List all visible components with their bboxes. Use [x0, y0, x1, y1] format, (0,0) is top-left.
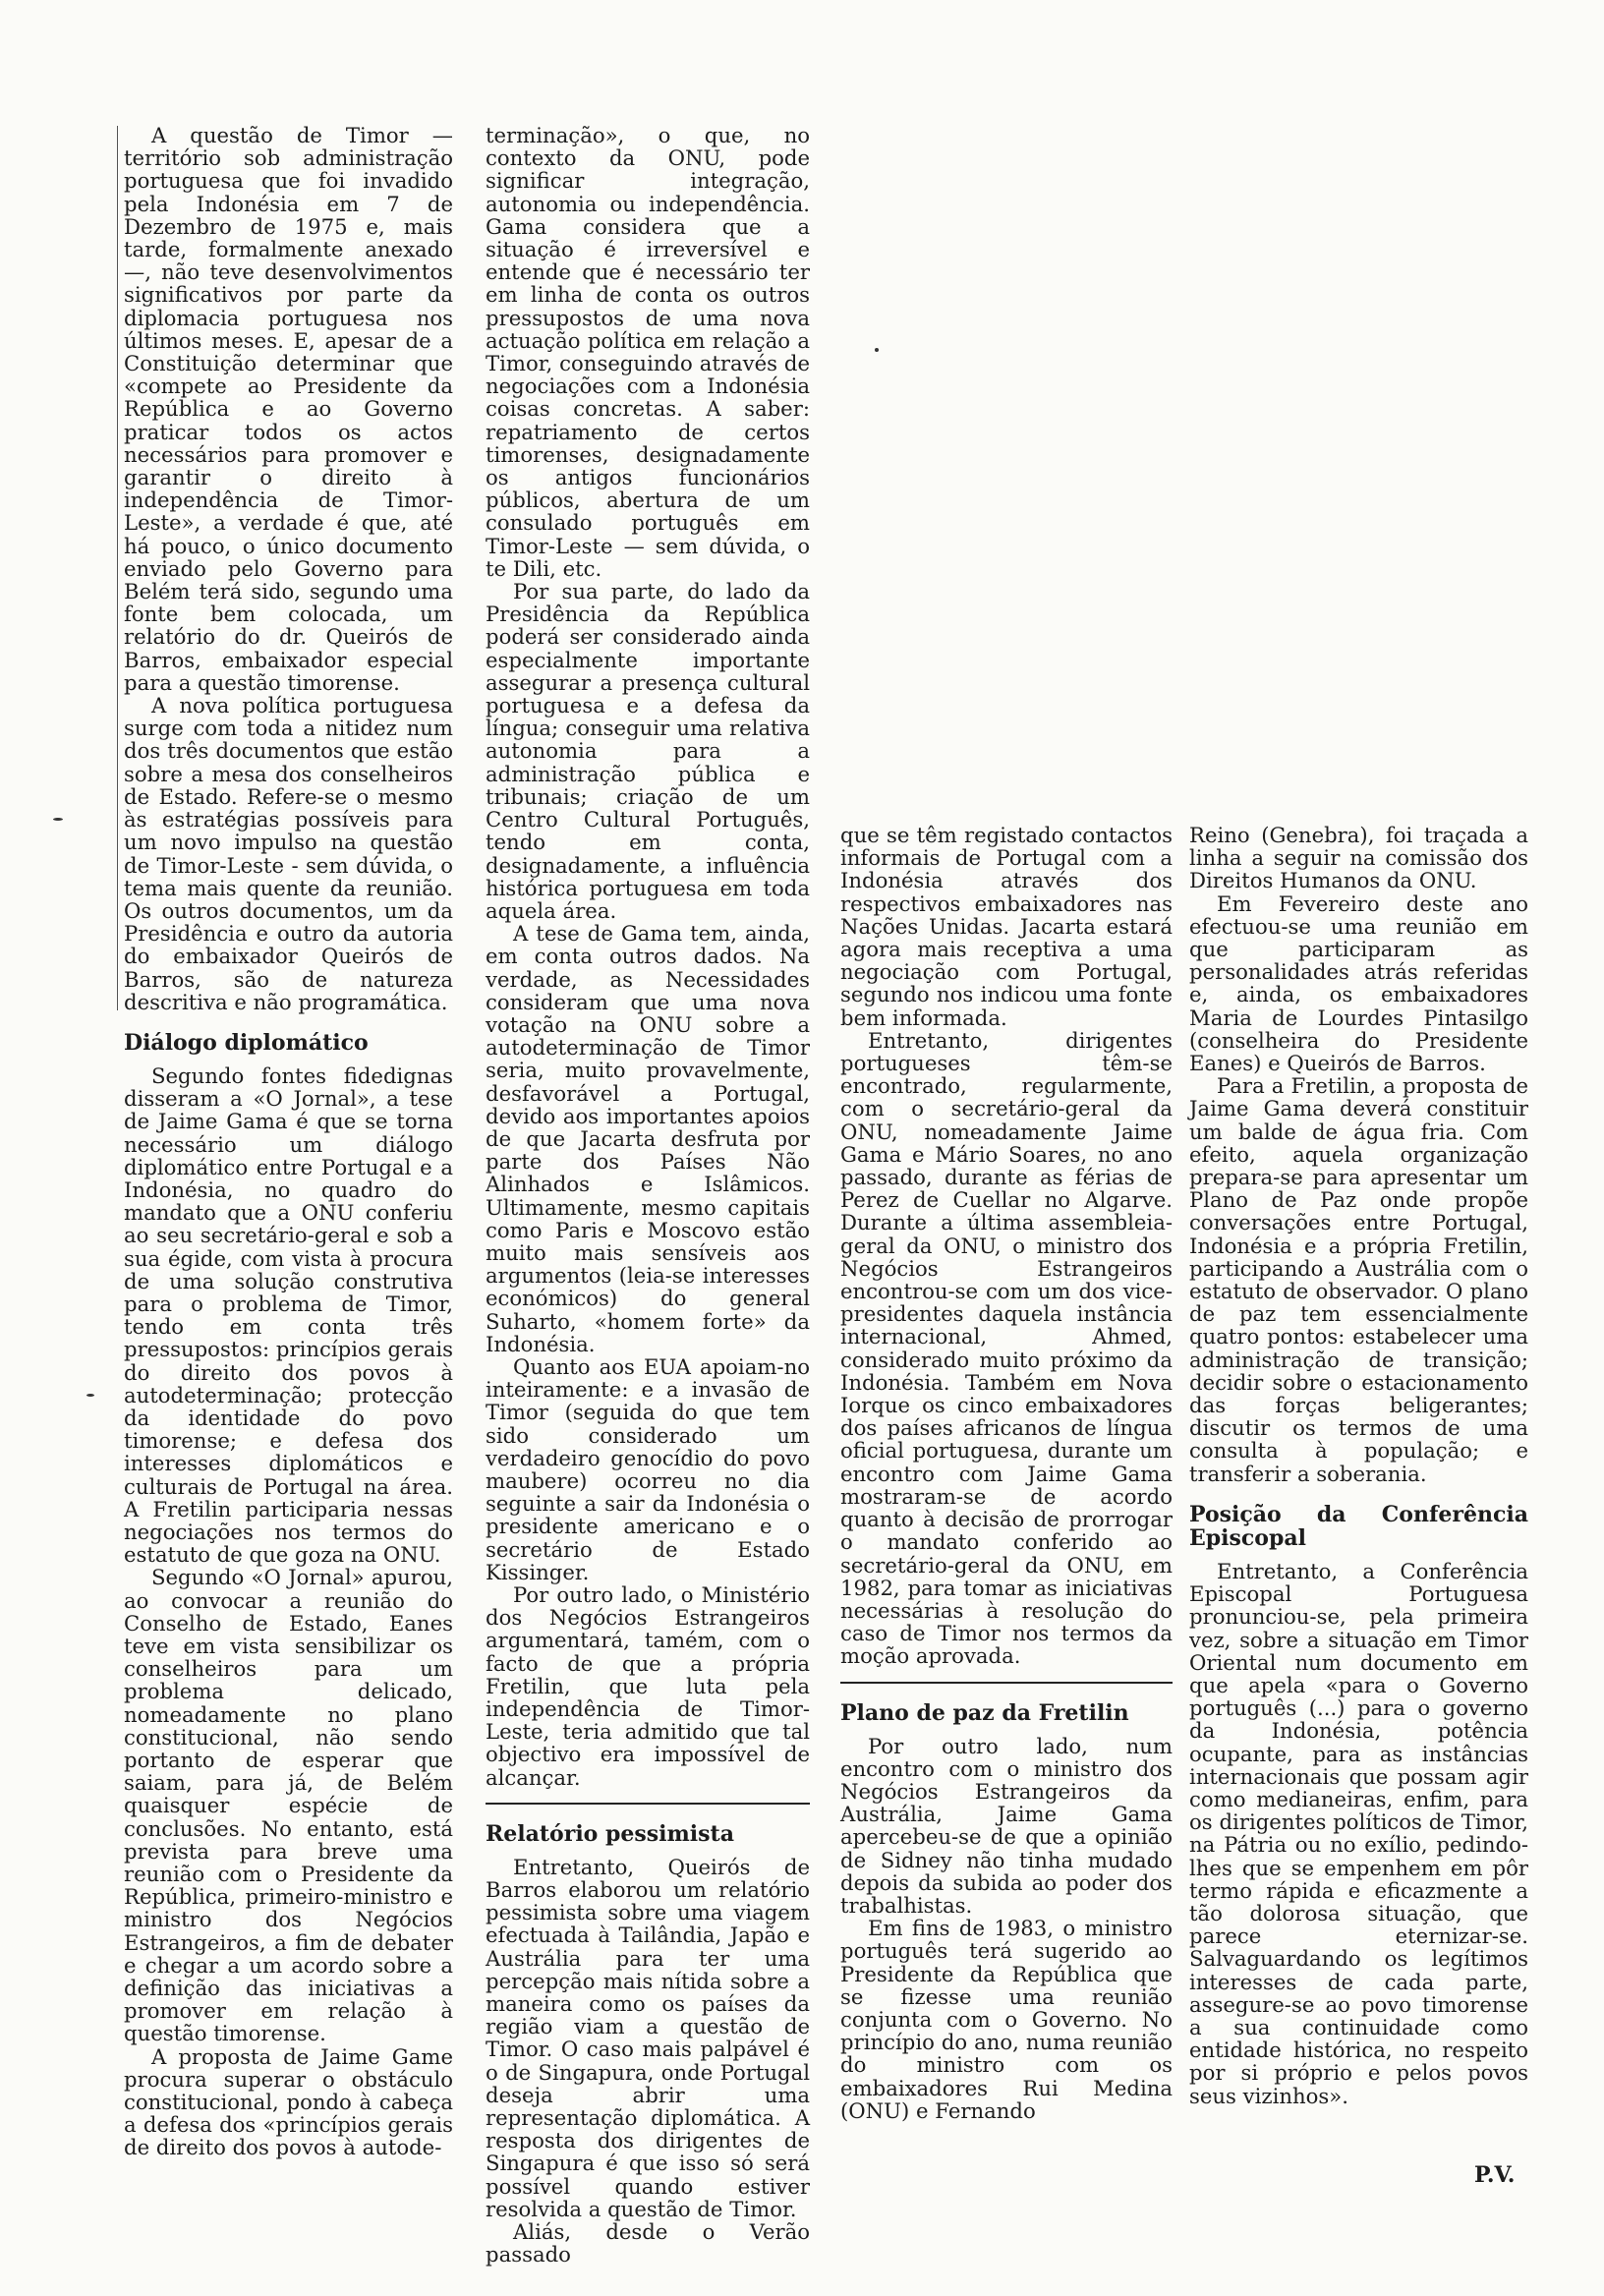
article-paragraph: Em fins de 1983, o ministro português terá sugerido ao Presidente da República que se fizesse uma reunião conjunta com o Governo. No princípio do ano, numa reunião do ministro com os embaixadores Rui Medina (ONU) e Fernando	[840, 1916, 1173, 2123]
article-column-3	[840, 824, 1173, 2122]
article-paragraph: A proposta de Jaime Game procura superar o obstáculo constitucional, pondo à cabeça a defesa dos «princípios gerais de direito dos povos à autode-	[124, 2043, 453, 2160]
article-paragraph: A questão de Timor — território sob administração portuguesa que foi invadido pela Indonésia em 7 de Dezembro de 1975 e, mais tarde, formalmente anexado —, não teve desenvolvimentos significativos por parte da diplomacia portuguesa nos últimos meses. E, apesar de a Constituição determinar que «compete ao Presidente da República e ao Governo praticar todos os actos necessários para promover e garantir o direito à independência de Timor-Leste», a verdade é que, até há pouco, o único documento enviado pelo Governo para Belém terá sido, segundo uma fonte bem colocada, um relatório do dr. Queirós de Barros, embaixador especial para a questão timorense.	[124, 123, 453, 695]
article-paragraph: A nova política portuguesa surge com toda a nitidez num dos três documentos que estão sobre a mesa dos conselheiros de Estado. Refere-se o mesmo às estratégias possíveis para um novo impulso na questão de Timor-Leste - sem dúvida, o tema mais quente da reunião. Os outros documentos, um da Presidência e outro da autoria do embaixador Queirós de Barros, são de natureza descritiva e não programática.	[124, 693, 453, 1014]
article-paragraph: Para a Fretilin, a proposta de Jaime Gama deverá constituir um balde de água fria. Com efeito, aquela organização prepara-se para apresentar um Plano de Paz onde propõe conversações entre Portugal, Indonésia e a própria Fretilin, participando a Austrália com o estatuto de observador. O plano de paz tem essencialmente quatro pontos: estabelecer uma administração de transição; decidir sobre o estacionamento das forças beligerantes; discutir os termos de uma consulta à população; e transferir a soberania.	[1189, 1073, 1528, 1486]
article-column-4	[1189, 824, 1528, 2107]
article-paragraph: Em Fevereiro deste ano efectuou-se uma reunião em que participaram as personalidades atrás referidas e, ainda, os embaixadores Maria de Lourdes Pintasilgo (conselheira do Presidente Eanes) e Queirós de Barros.	[1189, 890, 1528, 1076]
author-signature: P.V.	[1474, 2162, 1516, 2188]
article-paragraph: Entretanto, dirigentes portugueses têm-se encontrado, regularmente, com o secretário-geral da ONU, nomeadamente Jaime Gama e Mário Soares, no ano passado, durante as férias de Perez de Cuellar no Algarve. Durante a última assembleia-geral da ONU, o ministro dos Negócios Estrangeiros encontrou-se com um dos vice-presidentes daquela instância internacional, Ahmed, considerado muito próximo da Indonésia. Também em Nova Iorque os cinco embaixadores dos países africanos de língua oficial portuguesa, durante um encontro com Jaime Gama mostraram-se de acordo quanto à decisão de prorrogar o mandato conferido ao secretário-geral da ONU, em 1982, para tomar as iniciativas necessárias à resolução do caso de Timor nos termos da moção aprovada.	[840, 1027, 1173, 1669]
section-rule	[840, 1682, 1173, 1684]
article-paragraph: A tese de Gama tem, ainda, em conta outros dados. Na verdade, as Necessidades consideram que uma nova votação na ONU sobre a autodeterminação de Timor seria, muito provavelmente, desfavorável a Portugal, devido aos importantes apoios de que Jacarta desfruta por parte dos Países Não Alinhados e Islâmicos. Ultimamente, mesmo capitais como Paris e Moscovo estão muito mais sensíveis aos argumentos (leia-se interesses económicos) do general Suharto, «homem forte» da Indonésia.	[486, 921, 810, 1356]
article-paragraph: Por outro lado, num encontro com o ministro dos Negócios Estrangeiros da Austrália, Jaime Gama apercebeu-se de que a opinião de Sidney não tinha mudado depois da subida ao poder dos trabalhistas.	[840, 1733, 1173, 1918]
section-heading: Diálogo diplomático	[124, 1029, 369, 1056]
article-paragraph: Reino (Genebra), foi traçada a linha a seguir na comissão dos Direitos Humanos da ONU.	[1189, 823, 1528, 893]
column-rule	[117, 126, 118, 1010]
article-paragraph: Segundo fontes fidedignas disseram a «O Jornal», a tese de Jaime Gama é que se torna necessário um diálogo diplomático entre Portugal e a Indonésia, no quadro do mandato que a ONU conferiu ao seu secretário-geral e sob a sua égide, com vista à procura de uma solução construtiva para o problema de Timor, tendo em conta três pressupostos: princípios gerais do direito dos povos à autodeterminação; protecção da identidade do povo timorense; e defesa dos interesses diplomáticos e culturais de Portugal na área. A Fretilin participaria nessas negociações nos termos do estatuto de que goza na ONU.	[124, 1062, 453, 1568]
section-rule	[486, 1803, 810, 1805]
print-speck	[86, 1394, 94, 1397]
article-column-2	[486, 124, 810, 2266]
article-paragraph: Por outro lado, o Ministério dos Negócios Estrangeiros argumentará, tamém, com o facto de que a própria Fretilin, que luta pela independência de Timor-Leste, teria admitido que tal objectivo era impossível de alcançar.	[486, 1582, 810, 1790]
article-paragraph: Aliás, desde o Verão passado	[486, 2219, 810, 2267]
article-paragraph: Entretanto, a Conferência Episcopal Portuguesa pronunciou-se, pela primeira vez, sobre a situação em Timor Oriental num documento em que apela «para o Governo português (...) para o governo da Indonésia, potência ocupante, para as instâncias internacionais que possam agir como medianeiras, enfim, para os dirigentes políticos de Timor, na Pátria ou no exílio, pedindo-lhes que se empenhem em pôr termo rápida e eficazmente a tão dolorosa situação, que parece eternizar-se. Salvaguardando os legítimos interesses de cada parte, assegure-se ao povo timorense a sua continuidade como entidade histórica, no respeito por si próprio e pelos povos seus vizinhos».	[1189, 1558, 1528, 2108]
print-speck	[53, 818, 63, 821]
article-paragraph: Por sua parte, do lado da Presidência da República poderá ser considerado ainda especialmente importante assegurar a presença cultural portuguesa e a defesa da língua; conseguir uma relativa autonomia para a administração pública e tribunais; criação de um Centro Cultural Português, tendo em conta, designadamente, a influência histórica portuguesa em toda aquela área.	[486, 579, 810, 923]
article-paragraph: que se têm registado contactos informais de Portugal com a Indonésia através dos respectivos embaixadores nas Nações Unidas. Jacarta estará agora mais receptiva a uma negociação com Portugal, segundo nos indicou uma fonte bem informada.	[840, 823, 1173, 1030]
article-paragraph: Quanto aos EUA apoiam-no inteiramente: e a invasão de Timor (seguida do que tem sido considerado um verdadeiro genocídio do povo maubere) ocorreu no dia seguinte a sair da Indonésia o presidente americano e o secretário de Estado Kissinger.	[486, 1353, 810, 1584]
section-heading: Relatório pessimista	[486, 1820, 734, 1847]
article-paragraph: terminação», o que, no contexto da ONU, pode significar integração, autonomia ou independência. Gama considera que a situação é irreversível e entende que é necessário ter em linha de conta os outros pressupostos de uma nova actuação política em relação a Timor, conseguindo através de negociações com a Indonésia coisas concretas. A saber: repatriamento de certos timorenses, designadamente os antigos funcionários públicos, abertura de um consulado português em Timor-Leste — sem dúvida, o te Dili, etc.	[486, 123, 810, 581]
article-paragraph: Entretanto, Queirós de Barros elaborou um relatório pessimista sobre uma viagem efectuada à Tailândia, Japão e Austrália para ter uma percepção mais nítida sobre a maneira como os países da região viam a questão de Timor. O caso mais palpável é o de Singapura, onde Portugal deseja abrir uma representação diplomática. A resposta dos dirigentes de Singapura é que isso só será possível quando estiver resolvida a questão de Timor.	[486, 1854, 810, 2221]
section-heading: Plano de paz da Fretilin	[840, 1699, 1129, 1726]
print-speck	[875, 348, 879, 352]
article-paragraph: Segundo «O Jornal» apurou, ao convocar a reunião do Conselho de Estado, Eanes teve em vista sensibilizar os conselheiros para um problema delicado, nomeadamente no plano constitucional, não sendo portanto de esperar que saiam, para já, de Belém quaisquer espécie de conclusões. No entanto, está prevista para breve uma reunião com o Presidente da República, primeiro-ministro e ministro dos Negócios Estrangeiros, a fim de debater e chegar a um acordo sobre a definição das iniciativas a promover em relação à questão timorense.	[124, 1565, 453, 2046]
article-column-1	[124, 124, 453, 2159]
section-heading: Posição da Conferência Episcopal	[1189, 1501, 1528, 1551]
